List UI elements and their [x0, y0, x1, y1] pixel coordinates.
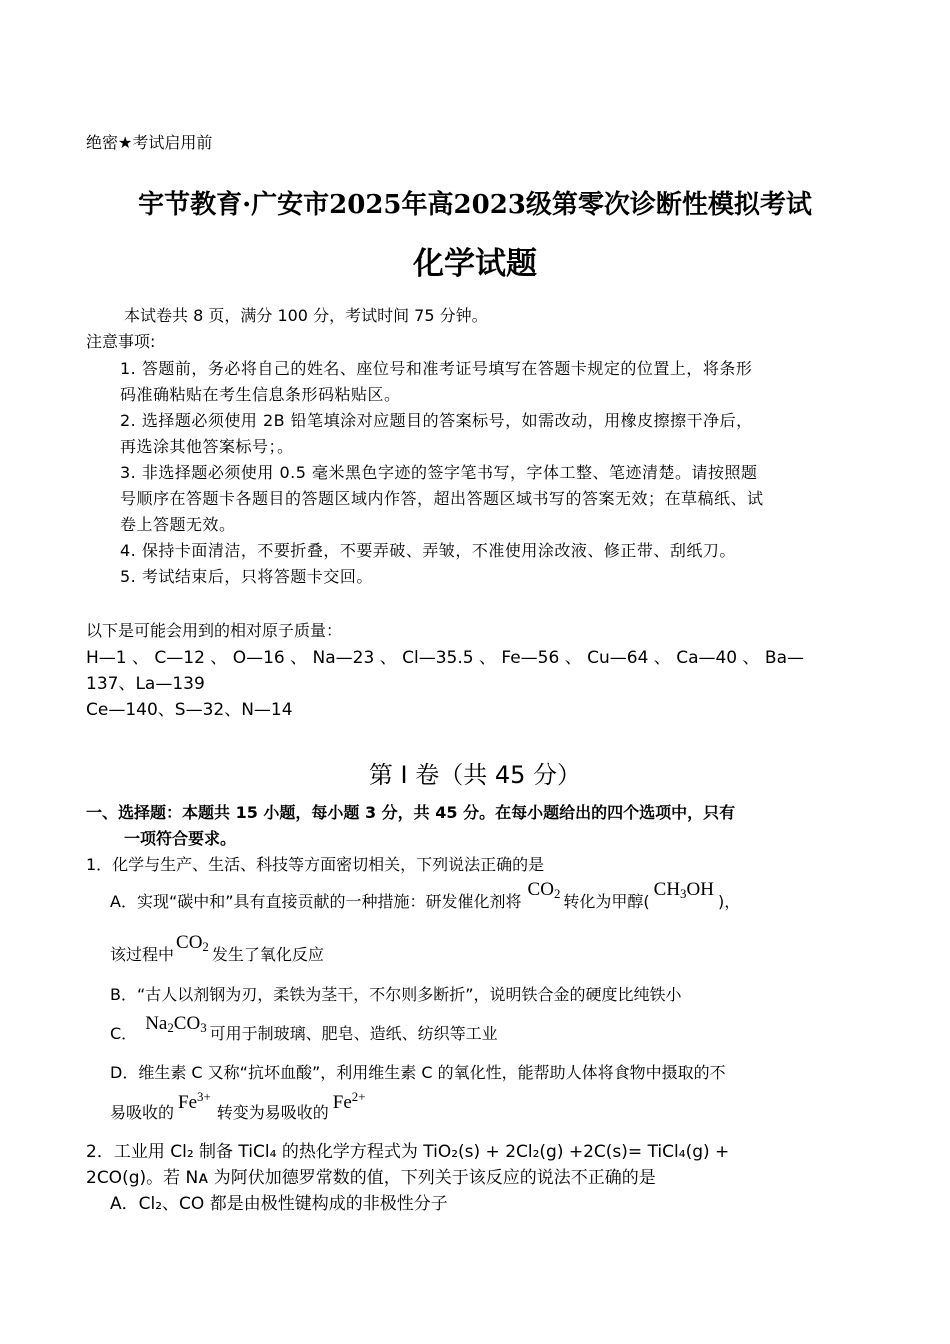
note-3-line-3: 卷上答题无效。 — [120, 515, 236, 534]
section-instruction-line-1: 一、选择题：本题共 15 小题，每小题 3 分，共 45 分。在每小题给出的四个选项中，只有 — [86, 803, 736, 822]
question-2-option-a: A．Cl₂、CO 都是由极性键构成的非极性分子 — [110, 1194, 448, 1214]
subject-title: 化学试题 — [413, 246, 537, 282]
confidential-label: 绝密★考试启用前 — [86, 133, 213, 152]
note-3-line-1: 3. 非选择题必须使用 0.5 毫米黑色字迹的签字笔书写，字体工整、笔迹清楚。请按照题 — [120, 463, 758, 482]
question-2-stem-line-1: 2．工业用 Cl₂ 制备 TiCl₄ 的热化学方程式为 TiO₂(s) + 2Cl₂(g) +2C(s)= TiCl₄(g) + — [86, 1142, 730, 1162]
note-2-line-1: 2. 选择题必须使用 2B 铅笔填涂对应题目的答案标号，如需改动，用橡皮擦擦干净后， — [120, 411, 753, 430]
note-1-line-2: 码准确粘贴在考生信息条形码粘贴区。 — [120, 385, 401, 404]
exam-intro: 本试卷共 8 页，满分 100 分，考试时间 75 分钟。 — [124, 306, 488, 325]
question-1-option-d-line-1: D．维生素 C 又称“抗坏血酸”，利用维生素 C 的氧化性，能帮助人体将食物中摄取的不 — [110, 1063, 726, 1082]
atomic-mass-line-1: H—1 、 C—12 、 O—16 、 Na—23 、 Cl—35.5 、 Fe—56 、 Cu—64 、 Ca—40 、 Ba— — [86, 648, 805, 668]
co2-formula: $CO_2$ — [527, 879, 561, 902]
note-3-line-2: 号顺序在答题卡各题目的答题区域内作答，超出答题区域书写的答案无效；在草稿纸、试 — [120, 489, 764, 508]
note-4: 4. 保持卡面清洁，不要折叠，不要弄破、弄皱，不准使用涂改液、修正带、刮纸刀。 — [120, 541, 736, 560]
fe2-ion-formula: $Fe^{2+}$ — [332, 1089, 366, 1114]
ch3oh-formula: $CH_3OH$ — [653, 879, 714, 902]
na2co3-formula: $Na_2CO_3$ — [145, 1013, 207, 1036]
fe3-ion-formula: $Fe^{3+}$ — [178, 1089, 211, 1114]
section-instruction-line-2: 一项符合要求。 — [124, 829, 237, 848]
section-title: 第 I 卷（共 45 分） — [368, 761, 582, 789]
atomic-mass-heading: 以下是可能会用到的相对原子质量： — [86, 621, 343, 640]
atomic-mass-line-3: Ce—140、S—32、N—14 — [86, 700, 293, 720]
question-1-option-b: B．“古人以剂钢为刃，柔铁为茎干，不尔则多断折”，说明铁合金的硬度比纯铁小 — [110, 985, 682, 1004]
question-1-option-a-line-1: A．实现“碳中和”具有直接贡献的一种措施：研发催化剂将$CO_2$ 转化为甲醇$(CH_3OH)$， — [110, 879, 741, 911]
question-1-option-d-line-2: 易吸收的 $Fe^{3+}$转变为易吸收的 $Fe^{2+}$ — [110, 1089, 366, 1123]
question-1-option-a-line-2: 该过程中$CO_2$ 发生了氧化反应 — [110, 932, 324, 964]
atomic-mass-line-2: 137、La—139 — [86, 674, 205, 694]
note-1-line-1: 1. 答题前，务必将自己的姓名、座位号和准考证号填写在答题卡规定的位置上，将条形 — [120, 359, 753, 378]
question-1-option-c: C． $Na_2CO_3$ 可用于制玻璃、肥皂、造纸、纺织等工业 — [110, 1013, 498, 1043]
exam-title: 宇节教育·广安市2025年高2023级第零次诊断性模拟考试 — [138, 190, 812, 220]
notes-heading: 注意事项: — [86, 332, 156, 351]
note-2-line-2: 再选涂其他答案标号；。 — [120, 437, 294, 456]
question-1-stem: 1．化学与生产、生活、科技等方面密切相关，下列说法正确的是 — [86, 855, 545, 874]
note-5: 5. 考试结束后，只将答题卡交回。 — [120, 567, 373, 586]
question-2-stem-line-2: 2CO(g)。若 Nᴀ 为阿伏加德罗常数的值，下列关于该反应的说法不正确的是 — [86, 1168, 656, 1188]
co2-formula: $CO_2$ — [176, 932, 209, 955]
